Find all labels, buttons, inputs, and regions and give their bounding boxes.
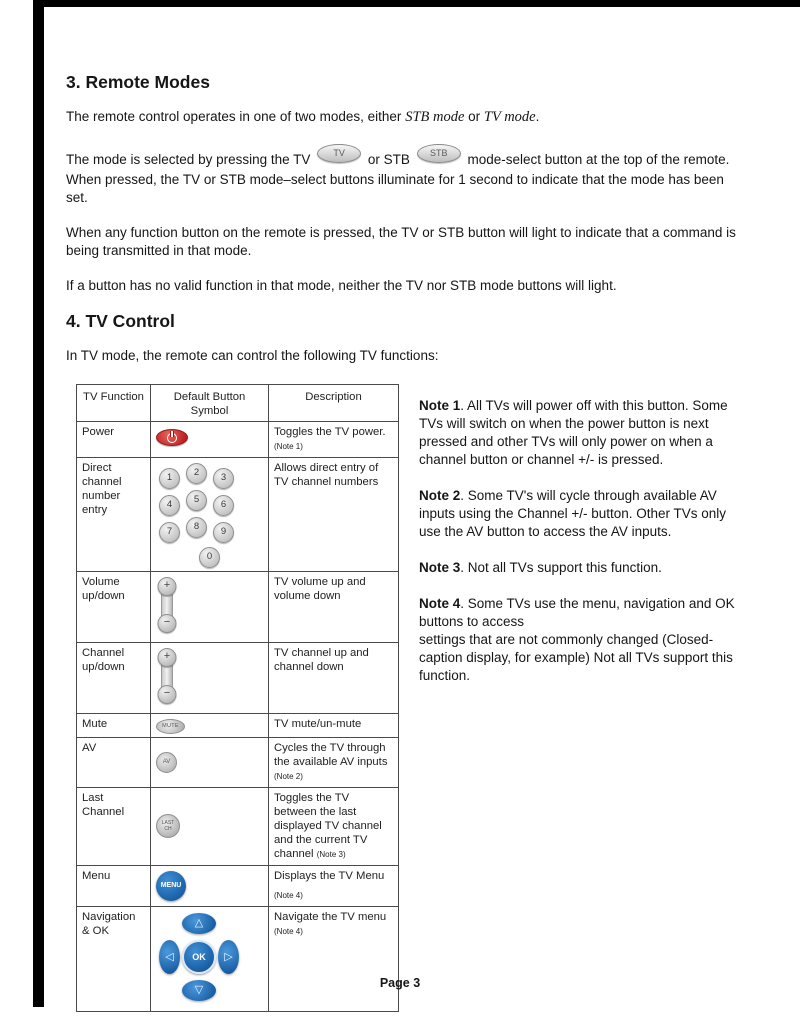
channel-desc-text: TV channel up and channel down	[274, 646, 369, 673]
note-3-text: . Not all TVs support this function.	[460, 560, 662, 575]
cell-desc-mute	[269, 713, 399, 737]
cell-desc-volume	[269, 571, 399, 642]
cell-desc-power	[269, 421, 399, 457]
p1-seg1: The remote control operates in one of two modes, either	[66, 109, 406, 124]
table-row-last-channel	[77, 787, 399, 865]
note-2-label: Note 2	[419, 488, 461, 503]
cell-function-volume: Volume up/down	[77, 571, 151, 642]
channel-rocker-icon	[156, 648, 178, 704]
menu-button-icon: MENU	[156, 871, 186, 901]
power-glyph-bar	[170, 431, 174, 437]
volume-up-icon: +	[158, 577, 177, 596]
channel-up-icon: +	[158, 648, 177, 667]
power-desc-note: (Note 1)	[274, 441, 303, 451]
table-row-mute	[77, 713, 399, 737]
note-4-text-2: settings that are not commonly changed (Closed-caption display, for example) Not all TVs support this function.	[419, 632, 733, 683]
last-desc-note: (Note 3)	[316, 849, 346, 859]
menu-desc-text: Displays the TV Menu	[274, 869, 385, 882]
table-row-direct-channel	[77, 457, 399, 571]
last-desc-text: Toggles the TV between the last displayed TV channel and the current TV channel	[274, 791, 382, 860]
paragraph-tv-control-intro: In TV mode, the remote can control the following TV functions:	[66, 348, 439, 363]
paragraph-function-light: When any function button on the remote is pressed, the TV or STB button will light to indicate that a command is being transmitted in that mode.	[66, 224, 736, 258]
cell-symbol-menu	[151, 865, 269, 906]
p2-seg3: mode-select button at the top of the remote. When pressed, the TV or STB mode–select buttons illuminate for 1 second to indicate that the mode has been set.	[66, 151, 730, 205]
mute-button-icon: MUTE	[156, 719, 185, 734]
note-3	[419, 559, 738, 577]
table-row-av	[77, 737, 399, 787]
av-button-icon: AV	[156, 752, 177, 773]
stb-mode-button-icon: STB	[417, 144, 461, 163]
cell-desc-av	[269, 737, 399, 787]
p1-seg2: or	[464, 109, 484, 124]
volume-rocker-icon	[156, 577, 178, 633]
note-1-label: Note 1	[419, 398, 461, 413]
table-row-volume	[77, 571, 399, 642]
last-channel-label-1: LAST	[161, 820, 175, 826]
digit-5-button-icon: 5	[186, 490, 207, 511]
col-header-default-button-symbol: Default Button Symbol	[151, 384, 269, 421]
cell-desc-nav	[269, 906, 399, 1011]
digit-buttons-icon	[156, 465, 237, 546]
table-header-row	[77, 384, 399, 421]
cell-function-av: AV	[77, 737, 151, 787]
note-1-text: . All TVs will power off with this button. Some TVs will switch on when the power button is next pressed and other TVs will only power on when a channel button or channel +/- is pressed.	[419, 398, 728, 467]
digit-8-button-icon: 8	[186, 517, 207, 538]
paragraph-mode-select	[66, 147, 738, 208]
section-4-heading: 4. TV Control	[66, 311, 175, 331]
p1-seg3: .	[535, 109, 540, 124]
digit-1-button-icon: 1	[159, 468, 180, 489]
cell-symbol-mute	[151, 713, 269, 737]
cell-function-last: Last Channel	[77, 787, 151, 865]
page-content	[66, 72, 738, 1012]
cell-desc-digits	[269, 457, 399, 571]
cell-function-power: Power	[77, 421, 151, 457]
table-and-notes-area	[66, 384, 738, 1012]
scan-edge-left	[33, 0, 44, 1007]
digit-7-button-icon: 7	[159, 522, 180, 543]
volume-down-icon: −	[158, 614, 177, 633]
cell-function-channel: Channel up/down	[77, 642, 151, 713]
nav-up-icon: △	[182, 913, 216, 934]
digit-0-button-icon: 0	[199, 547, 220, 568]
section-3-heading: 3. Remote Modes	[66, 72, 210, 92]
scan-edge-top	[44, 0, 800, 7]
av-desc-text: Cycles the TV through the available AV inputs	[274, 741, 388, 768]
volume-desc-text: TV volume up and volume down	[274, 575, 366, 602]
paragraph-no-valid-function: If a button has no valid function in that mode, neither the TV nor STB mode buttons will light.	[66, 277, 617, 293]
note-2-text: . Some TV's will cycle through available AV inputs using the Channel +/- button. Other TVs only use the AV button to access the AV inputs.	[419, 488, 727, 539]
tv-mode-button-icon: TV	[317, 144, 361, 163]
last-channel-label-2: CH	[164, 826, 172, 832]
cell-function-menu: Menu	[77, 865, 151, 906]
digit-4-button-icon: 4	[159, 495, 180, 516]
last-channel-button-icon	[156, 814, 180, 838]
cell-function-nav: Navigation & OK	[77, 906, 151, 1011]
paragraph-modes-overview	[66, 108, 738, 127]
digits-desc-text: Allows direct entry of TV channel numbers	[274, 461, 379, 488]
table-row-menu	[77, 865, 399, 906]
cell-symbol-av	[151, 737, 269, 787]
note-3-label: Note 3	[419, 560, 461, 575]
table-row-channel	[77, 642, 399, 713]
cell-symbol-channel	[151, 642, 269, 713]
digit-0-row	[156, 547, 263, 568]
col-header-tv-function: TV Function	[77, 384, 151, 421]
cell-desc-last	[269, 787, 399, 865]
cell-function-digits: Direct channel number entry	[77, 457, 151, 571]
nav-desc-text: Navigate the TV menu	[274, 910, 387, 923]
note-2	[419, 487, 738, 541]
p2-seg1: The mode is selected by pressing the TV	[66, 151, 311, 167]
page-number: Page 3	[379, 976, 421, 990]
cell-symbol-volume	[151, 571, 269, 642]
tv-mode-term: TV mode	[483, 109, 536, 125]
note-4-label: Note 4	[419, 596, 461, 611]
cell-desc-channel	[269, 642, 399, 713]
cell-symbol-last	[151, 787, 269, 865]
nav-down-icon: ▽	[182, 980, 216, 1001]
mute-desc-text: TV mute/un-mute	[274, 717, 362, 730]
tv-functions-table	[76, 384, 399, 1012]
stb-mode-term: STB mode	[405, 109, 465, 125]
nav-right-icon: ▷	[218, 940, 239, 974]
digit-6-button-icon: 6	[213, 495, 234, 516]
note-4	[419, 595, 738, 685]
power-desc-text: Toggles the TV power.	[274, 425, 386, 438]
cell-symbol-digits	[151, 457, 269, 571]
cell-symbol-power	[151, 421, 269, 457]
table-row-power	[77, 421, 399, 457]
note-1	[419, 397, 738, 469]
channel-down-icon: −	[158, 685, 177, 704]
ok-button-icon: OK	[182, 940, 216, 974]
cell-symbol-nav	[151, 906, 269, 1011]
note-4-text: . Some TVs use the menu, navigation and OK buttons to access	[419, 596, 735, 629]
av-desc-note: (Note 2)	[274, 771, 303, 781]
table-row-navigation	[77, 906, 399, 1011]
notes-column	[419, 384, 738, 704]
digit-2-button-icon: 2	[186, 463, 207, 484]
power-button-icon	[156, 429, 188, 446]
menu-desc-note: (Note 4)	[274, 890, 303, 900]
col-header-description: Description	[269, 384, 399, 421]
nav-left-icon: ◁	[159, 940, 180, 974]
nav-desc-note: (Note 4)	[274, 926, 303, 936]
digit-3-button-icon: 3	[213, 468, 234, 489]
p2-seg2: or STB	[367, 151, 410, 167]
cell-desc-menu	[269, 865, 399, 906]
cell-function-mute: Mute	[77, 713, 151, 737]
digit-9-button-icon: 9	[213, 522, 234, 543]
